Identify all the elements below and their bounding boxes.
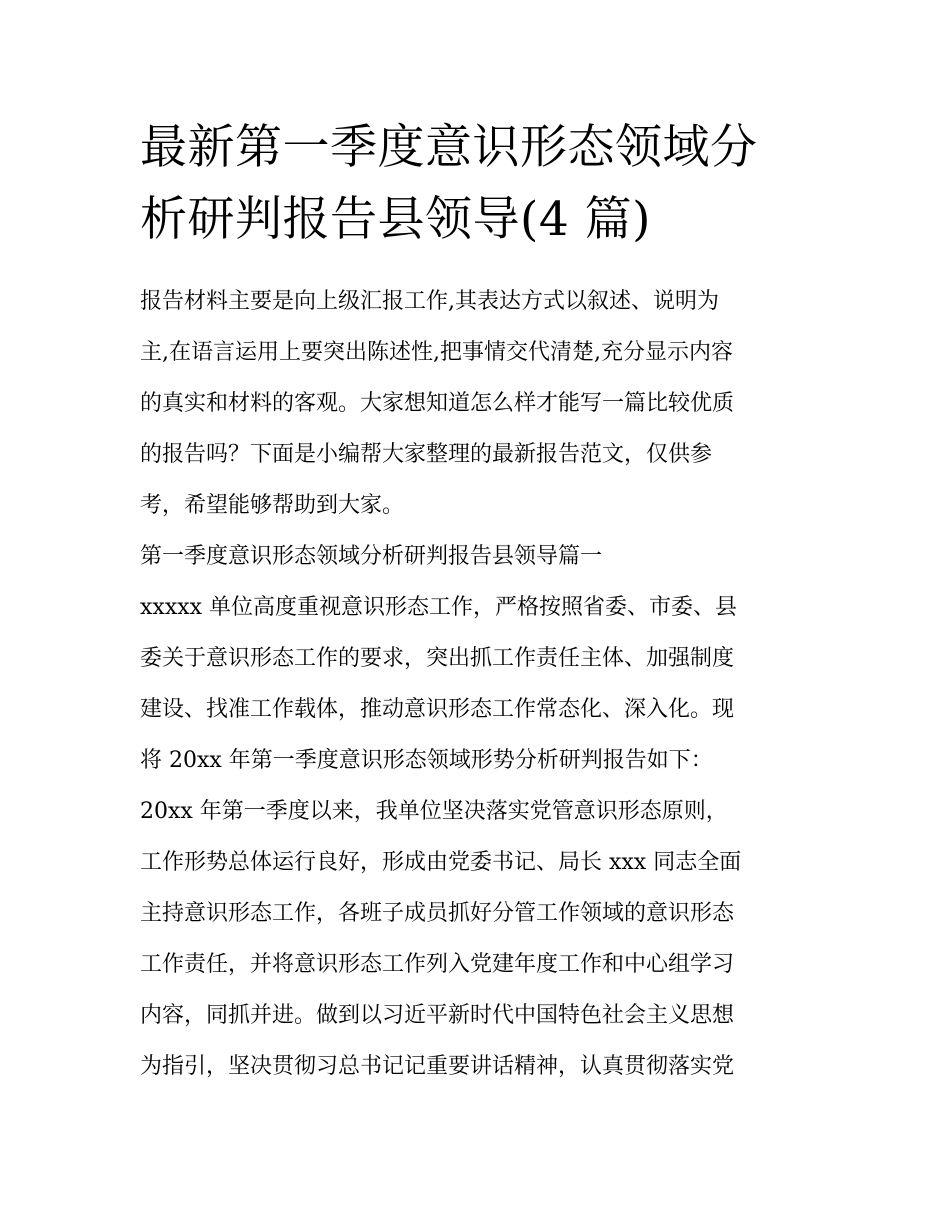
title-line-1: 最新第一季度意识形态领域分 bbox=[140, 120, 758, 175]
intro-line-3: 的真实和材料的客观。大家想知道怎么样才能写一篇比较优质 bbox=[140, 391, 735, 416]
paragraph-1-line-2: 委关于意识形态工作的要求，突出抓工作责任主体、加强制度 bbox=[140, 646, 735, 671]
paragraph-1-line-1: xxxxx 单位高度重视意识形态工作，严格按照省委、市委、县 bbox=[140, 595, 738, 620]
paragraph-1-line-3: 建设、找准工作载体，推动意识形态工作常态化、深入化。现 bbox=[140, 697, 735, 722]
intro-line-5: 考，希望能够帮助到大家。 bbox=[140, 493, 405, 518]
intro-line-2: 主,在语言运用上要突出陈述性,把事情交代清楚,充分显示内容 bbox=[140, 340, 733, 365]
document-body bbox=[140, 276, 820, 1092]
paragraph-2-line-3: 主持意识形态工作，各班子成员抓好分管工作领域的意识形态 bbox=[140, 901, 735, 926]
paragraph-2-line-1: 20xx 年第一季度以来，我单位坚决落实党管意识形态原则， bbox=[140, 799, 728, 824]
intro-line-4: 的报告吗？下面是小编帮大家整理的最新报告范文，仅供参 bbox=[140, 442, 713, 467]
intro-line-1: 报告材料主要是向上级汇报工作,其表达方式以叙述、说明为 bbox=[140, 289, 719, 314]
paragraph-2-line-2: 工作形势总体运行良好，形成由党委书记、局长 xxx 同志全面 bbox=[140, 850, 742, 875]
title-line-2: 析研判报告县领导(4 篇) bbox=[140, 192, 652, 247]
paragraph-2-line-4: 工作责任，并将意识形态工作列入党建年度工作和中心组学习 bbox=[140, 952, 735, 977]
paragraph-2-line-5: 内容，同抓并进。做到以习近平新时代中国特色社会主义思想 bbox=[140, 1003, 735, 1028]
paragraph-2-line-6: 为指引，坚决贯彻习总书记记重要讲话精神，认真贯彻落实党 bbox=[140, 1054, 735, 1079]
section-heading: 第一季度意识形态领域分析研判报告县领导篇一 bbox=[140, 544, 603, 569]
paragraph-1-line-4: 将 20xx 年第一季度意识形态领域形势分析研判报告如下： bbox=[140, 748, 713, 773]
document-title bbox=[140, 112, 820, 256]
